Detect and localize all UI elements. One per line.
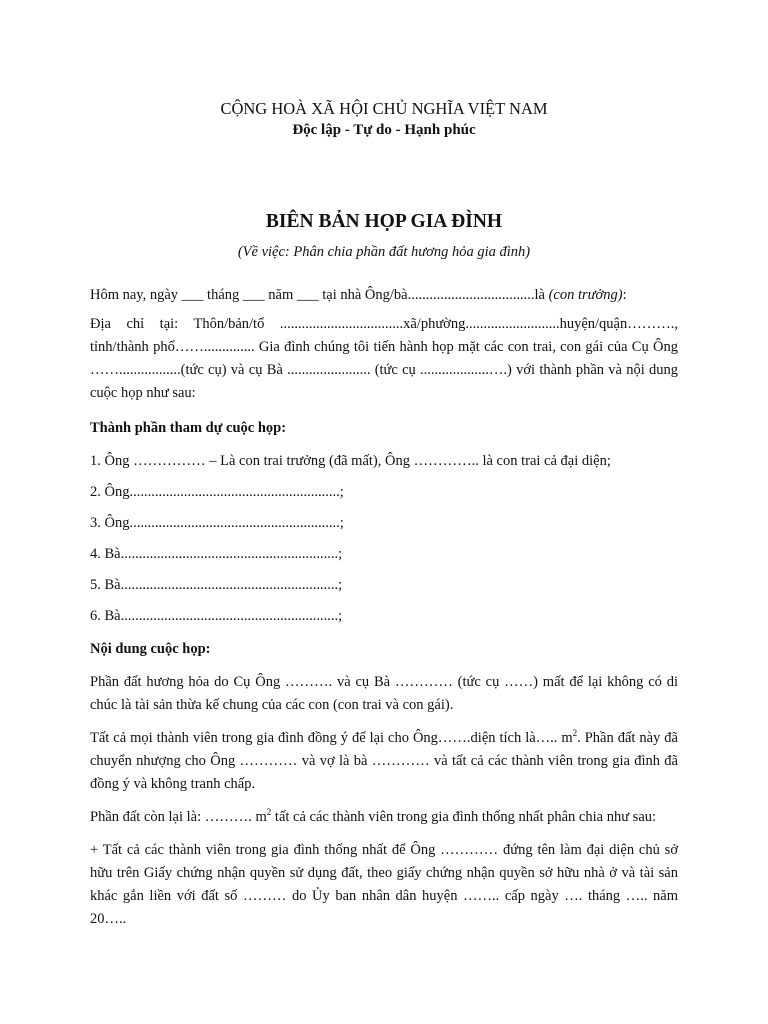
intro-role: (con trưởng) — [548, 287, 623, 303]
intro-line-end: : — [622, 287, 627, 303]
paragraph-3-text-cont: tất cả các thành viên trong gia đình thống nhất phân chia như sau: — [271, 809, 657, 825]
area-unit-superscript: 2 — [266, 807, 272, 818]
attendee-item: 6. Bà............................................................; — [90, 608, 343, 624]
content-paragraph-4: + Tất cả các thành viên trong gia đình thống nhất để Ông ………… đứng tên làm đại diện chủ sở hữu trên Giấy chứng nhận quyền sử dụng đất, theo giấy chứng nhận quyền sở hữu nhà ở và tài sản khác gắn liền với đất số ……… do Ủy ban nhân dân huyện …….. cấp ngày …. tháng ….. năm 20….. — [90, 842, 678, 927]
attendee-item: 3. Ông..........................................................; — [90, 515, 344, 531]
nation-heading: CỘNG HOÀ XÃ HỘI CHỦ NGHĨA VIỆT NAM — [220, 99, 548, 118]
paragraph-3-text: Phần đất còn lại là: ………. m — [90, 809, 267, 825]
attendee-item: 5. Bà............................................................; — [90, 577, 343, 593]
attendee-item: 1. Ông …………… – Là con trai trưởng (đã mất), Ông ………….. là con trai cả đại diện; — [90, 453, 611, 469]
area-unit-superscript: 2 — [572, 728, 578, 739]
content-paragraph-1: Phần đất hương hỏa do Cụ Ông ………. và cụ Bà ………… (tức cụ ……) mất để lại không có di chúc là tài sản thừa kế chung của các con (con trai và con gái). — [90, 674, 678, 713]
content-paragraph-3 — [90, 806, 678, 829]
intro-line-text: Hôm nay, ngày ___ tháng ___ năm ___ tại nhà Ông/bà...................................là — [90, 287, 549, 303]
content-heading: Nội dung cuộc họp: — [90, 641, 211, 657]
intro-address: Địa chỉ tại: Thôn/bản/tổ ..................................xã/phường..........................huyện/quận………., tỉnh/thành phố…….............. Gia đình chúng tôi tiến hành họp mặt các con trai, con gái của Cụ Ông …….................(tức cụ) và cụ Bà ....................... (tức cụ ...................….) với thành phần và nội dung cuộc họp như sau: — [90, 316, 678, 401]
attendees-heading: Thành phần tham dự cuộc họp: — [90, 420, 287, 436]
paragraph-2-text: Tất cả mọi thành viên trong gia đình đồng ý để lại cho Ông…….diện tích là….. m — [90, 730, 573, 746]
document-title: BIÊN BẢN HỌP GIA ĐÌNH — [265, 211, 503, 232]
national-motto: Độc lập - Tự do - Hạnh phúc — [292, 122, 476, 138]
paragraph-2-text-cont: . Phần đất này đã chuyển nhượng cho Ông ………… và vợ là bà ………… và tất cả các thành viên trong gia đình đã đồng ý và không tranh chấp. — [90, 730, 678, 792]
intro-line — [90, 284, 678, 307]
attendee-item: 2. Ông..........................................................; — [90, 484, 344, 500]
document-subtitle: (Về việc: Phân chia phần đất hương hỏa gia đình) — [237, 244, 531, 260]
content-paragraph-2 — [90, 727, 678, 796]
attendee-item: 4. Bà............................................................; — [90, 546, 343, 562]
